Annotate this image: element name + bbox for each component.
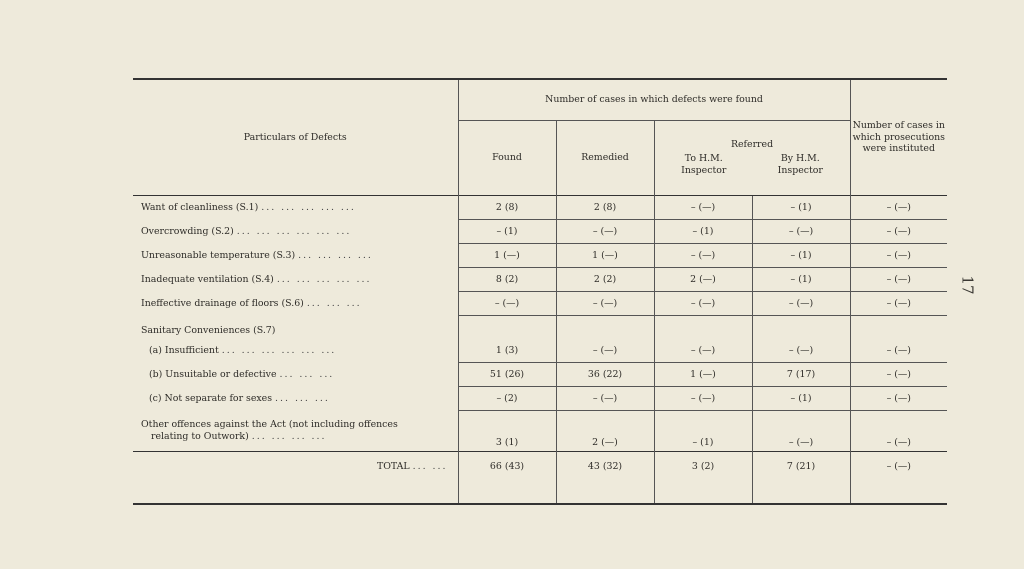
cell-prosecutions: – (—) bbox=[850, 268, 947, 292]
cell-prosecutions: – (—) bbox=[850, 387, 947, 411]
leader-dots: ... ... ... ... bbox=[251, 430, 327, 442]
header-referred-group bbox=[654, 121, 850, 196]
cell-to-hm: 2 (—) bbox=[654, 268, 752, 292]
leader-dots: ... ... ... bbox=[275, 393, 330, 404]
cell-found: 8 (2) bbox=[458, 268, 556, 292]
leader-dots: ... ... ... ... ... bbox=[276, 274, 372, 285]
section-heading: Sanitary Conveniences (S.7) bbox=[141, 324, 276, 336]
total-remedied: 43 (32) bbox=[556, 452, 654, 481]
row-label: Unreasonable temperature (S.3) bbox=[141, 250, 296, 261]
leader-dots: ... ... ... bbox=[279, 369, 335, 380]
row-label: Inadequate ventilation (S.4) bbox=[141, 274, 274, 285]
table-row bbox=[133, 268, 947, 292]
cell-remedied: 2 (8) bbox=[556, 196, 654, 220]
cell-by-hm: – (—) bbox=[752, 339, 850, 363]
table-row bbox=[133, 220, 947, 244]
row-label: Overcrowding (S.2) bbox=[141, 226, 234, 237]
cell-to-hm: – (1) bbox=[654, 411, 752, 452]
row-label: (b) Unsuitable or defective bbox=[149, 369, 277, 380]
row-label: (a) Insufficient bbox=[149, 345, 219, 357]
cell-found: 51 (26) bbox=[458, 363, 556, 387]
cell-found: 1 (—) bbox=[458, 244, 556, 268]
cell-prosecutions: – (—) bbox=[850, 220, 947, 244]
leader-dots: ... ... ... bbox=[306, 298, 362, 309]
total-by-hm: 7 (21) bbox=[752, 452, 850, 481]
page-number: 17 bbox=[958, 275, 977, 295]
leader-dots: ... ... ... ... bbox=[298, 250, 373, 261]
header-to-hm: To H.M. Inspector bbox=[681, 153, 727, 176]
cell-by-hm: 7 (17) bbox=[752, 363, 850, 387]
row-label: (c) Not separate for sexes bbox=[149, 393, 273, 404]
cell-prosecutions: – (—) bbox=[850, 244, 947, 268]
cell-remedied: – (—) bbox=[556, 292, 654, 316]
cell-to-hm: – (—) bbox=[654, 244, 752, 268]
leader-dots: ... ... ... ... ... ... bbox=[221, 345, 337, 357]
total-row bbox=[133, 452, 947, 481]
cell-by-hm: – (—) bbox=[752, 411, 850, 452]
cell-to-hm: – (—) bbox=[654, 196, 752, 220]
table-row bbox=[133, 411, 947, 452]
cell-remedied: – (—) bbox=[556, 339, 654, 363]
leader-dots: ... ... ... ... ... ... bbox=[236, 226, 352, 237]
table-row bbox=[133, 316, 947, 340]
cell-by-hm: – (—) bbox=[752, 220, 850, 244]
cell-to-hm: – (—) bbox=[654, 339, 752, 363]
cell-remedied: 2 (2) bbox=[556, 268, 654, 292]
cell-to-hm: – (—) bbox=[654, 292, 752, 316]
cell-remedied: 36 (22) bbox=[556, 363, 654, 387]
cell-by-hm: – (1) bbox=[752, 387, 850, 411]
cell-by-hm: – (1) bbox=[752, 196, 850, 220]
table-row bbox=[133, 292, 947, 316]
cell-prosecutions: – (—) bbox=[850, 411, 947, 452]
total-found: 66 (43) bbox=[458, 452, 556, 481]
cell-to-hm: – (1) bbox=[654, 220, 752, 244]
cell-prosecutions: – (—) bbox=[850, 339, 947, 363]
cell-remedied: – (—) bbox=[556, 387, 654, 411]
header-prosecutions: Number of cases in which prosecutions were instituted bbox=[850, 79, 947, 196]
cell-found: – (1) bbox=[458, 220, 556, 244]
header-found: Found bbox=[458, 121, 556, 196]
cell-remedied: 1 (—) bbox=[556, 244, 654, 268]
cell-found: 1 (3) bbox=[458, 339, 556, 363]
cell-remedied: – (—) bbox=[556, 220, 654, 244]
table-row bbox=[133, 387, 947, 411]
table-row bbox=[133, 363, 947, 387]
header-number-of-cases: Number of cases in which defects were found bbox=[458, 79, 850, 121]
cell-found: 2 (8) bbox=[458, 196, 556, 220]
total-prosecutions: – (—) bbox=[850, 452, 947, 481]
cell-remedied: 2 (—) bbox=[556, 411, 654, 452]
defects-table bbox=[133, 78, 947, 505]
total-to-hm: 3 (2) bbox=[654, 452, 752, 481]
header-particulars: Particulars of Defects bbox=[243, 131, 347, 143]
leader-dots: ... ... bbox=[412, 460, 448, 472]
cell-by-hm: – (1) bbox=[752, 244, 850, 268]
cell-prosecutions: – (—) bbox=[850, 196, 947, 220]
row-label: Ineffective drainage of floors (S.6) bbox=[141, 298, 304, 309]
header-referred: Referred bbox=[730, 139, 774, 151]
cell-found: 3 (1) bbox=[458, 411, 556, 452]
total-label: TOTAL bbox=[376, 460, 410, 472]
cell-by-hm: – (1) bbox=[752, 268, 850, 292]
cell-to-hm: – (—) bbox=[654, 387, 752, 411]
cell-to-hm: 1 (—) bbox=[654, 363, 752, 387]
cell-found: – (—) bbox=[458, 292, 556, 316]
header-remedied: Remedied bbox=[556, 121, 654, 196]
header-by-hm: By H.M. Inspector bbox=[777, 153, 823, 176]
cell-prosecutions: – (—) bbox=[850, 363, 947, 387]
row-label: Want of cleanliness (S.1) bbox=[141, 202, 259, 214]
table-row bbox=[133, 244, 947, 268]
table-row bbox=[133, 339, 947, 363]
cell-prosecutions: – (—) bbox=[850, 292, 947, 316]
cell-by-hm: – (—) bbox=[752, 292, 850, 316]
table-row bbox=[133, 196, 947, 220]
row-label-line1: Other offences against the Act (not including offences bbox=[141, 418, 398, 430]
cell-found: – (2) bbox=[458, 387, 556, 411]
leader-dots: ... ... ... ... ... bbox=[261, 202, 356, 214]
row-label-line2: relating to Outwork) bbox=[151, 430, 249, 442]
